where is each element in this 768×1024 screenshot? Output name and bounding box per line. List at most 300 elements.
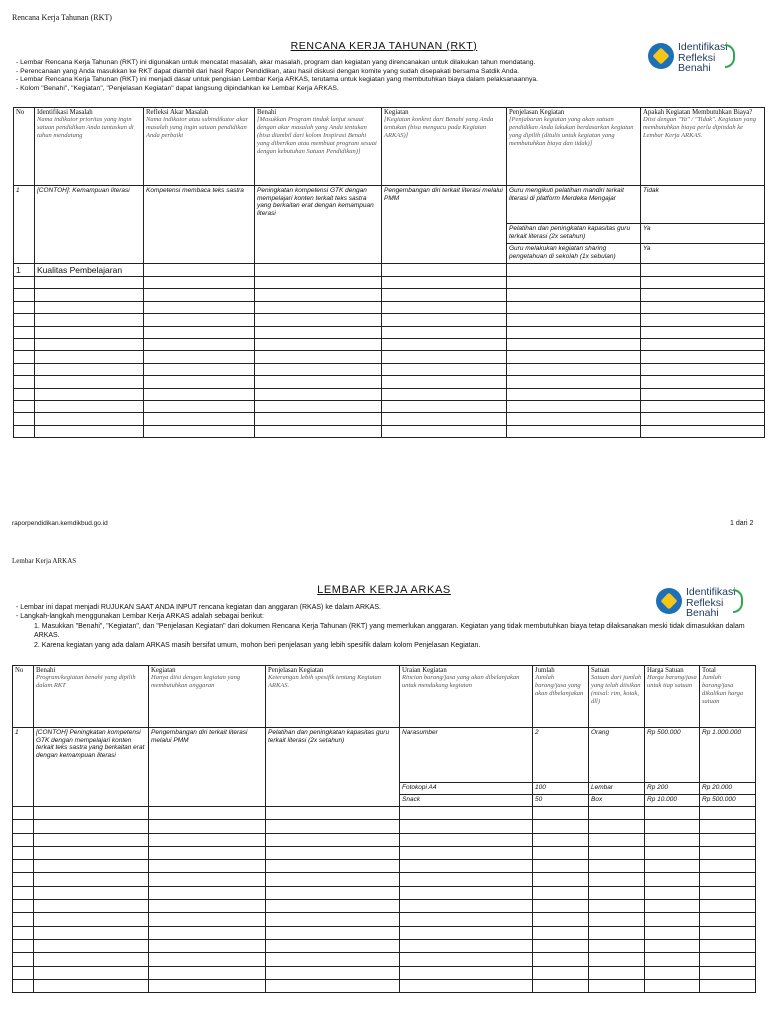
empty-row (14, 326, 765, 338)
empty-cell[interactable] (144, 413, 255, 425)
empty-cell[interactable] (645, 913, 700, 926)
cell-biaya[interactable]: Ya (641, 224, 765, 244)
empty-cell[interactable] (266, 913, 400, 926)
empty-cell[interactable] (34, 979, 149, 992)
empty-cell[interactable] (255, 264, 382, 277)
header-harga-satuan: Harga Satuan Harga barang/jasa untuk tiap satuan (645, 666, 700, 728)
empty-cell[interactable] (266, 807, 400, 820)
cell-no: 1 (14, 186, 35, 264)
kemdikbud-emblem-icon (648, 43, 674, 69)
empty-cell[interactable] (400, 873, 533, 886)
empty-cell[interactable] (255, 388, 382, 400)
cell-satuan[interactable]: Lembar (589, 783, 645, 795)
empty-row (13, 926, 756, 939)
empty-cell[interactable] (533, 900, 589, 913)
empty-cell[interactable] (266, 846, 400, 859)
header-satuan: Satuan Satuan dari jumlah yang telah diisikan (misal: rim, kotak, dll) (589, 666, 645, 728)
empty-cell[interactable] (144, 400, 255, 412)
empty-cell[interactable] (266, 966, 400, 979)
empty-cell[interactable] (507, 289, 641, 301)
empty-cell[interactable] (34, 900, 149, 913)
cell-jumlah[interactable]: 50 (533, 795, 589, 807)
empty-cell[interactable] (144, 326, 255, 338)
empty-cell[interactable] (700, 953, 756, 966)
empty-cell[interactable] (255, 314, 382, 326)
empty-cell[interactable] (34, 807, 149, 820)
empty-cell[interactable] (149, 873, 266, 886)
empty-cell[interactable] (266, 886, 400, 899)
empty-cell[interactable] (13, 900, 34, 913)
empty-cell[interactable] (533, 886, 589, 899)
empty-cell[interactable] (149, 820, 266, 833)
empty-cell[interactable] (149, 833, 266, 846)
empty-cell[interactable] (14, 425, 35, 437)
empty-cell[interactable] (266, 873, 400, 886)
empty-cell[interactable] (14, 351, 35, 363)
empty-cell[interactable] (641, 351, 765, 363)
empty-cell[interactable] (149, 900, 266, 913)
empty-cell[interactable] (645, 807, 700, 820)
empty-cell[interactable] (14, 363, 35, 375)
empty-cell[interactable] (149, 886, 266, 899)
empty-cell[interactable] (35, 338, 144, 350)
empty-cell[interactable] (641, 314, 765, 326)
empty-cell[interactable] (266, 833, 400, 846)
cell-uraian[interactable]: Snack (400, 795, 533, 807)
empty-cell[interactable] (14, 338, 35, 350)
empty-cell[interactable] (144, 363, 255, 375)
empty-cell[interactable] (255, 338, 382, 350)
empty-cell[interactable] (507, 388, 641, 400)
arkas-note: - Lembar ini dapat menjadi RUJUKAN SAAT ANDA INPUT rencana kegiatan dan anggaran (RKAS) ke dalam ARKAS. (16, 604, 381, 611)
empty-cell[interactable] (645, 833, 700, 846)
empty-cell[interactable] (400, 913, 533, 926)
empty-cell[interactable] (382, 363, 507, 375)
cell-jumlah[interactable]: 100 (533, 783, 589, 795)
cell-harga[interactable]: Rp 200 (645, 783, 700, 795)
empty-cell[interactable] (34, 833, 149, 846)
empty-cell[interactable] (533, 939, 589, 952)
cell-akar[interactable]: Kompetensi membaca teks sastra (144, 186, 255, 264)
empty-cell[interactable] (34, 820, 149, 833)
header-kegiatan: Kegiatan Hanya diisi dengan kegiatan yang membutuhkan anggaran (149, 666, 266, 728)
empty-row (13, 873, 756, 886)
empty-cell[interactable] (589, 913, 645, 926)
empty-cell[interactable] (34, 926, 149, 939)
empty-cell[interactable] (149, 846, 266, 859)
empty-cell[interactable] (255, 326, 382, 338)
empty-cell[interactable] (149, 913, 266, 926)
empty-cell[interactable] (645, 953, 700, 966)
empty-cell[interactable] (533, 979, 589, 992)
cell-uraian[interactable]: Fotokopi A4 (400, 783, 533, 795)
empty-row (13, 820, 756, 833)
empty-cell[interactable] (382, 289, 507, 301)
logo-word-refleksi: Refleksi (678, 51, 716, 64)
empty-cell[interactable] (14, 388, 35, 400)
empty-cell[interactable] (400, 926, 533, 939)
logo-word-refleksi: Refleksi (686, 596, 724, 609)
cell-penjelasan[interactable]: Guru melakukan kegiatan sharing pengetahuan di sekolah (1x sebulan) (507, 244, 641, 264)
empty-cell[interactable] (13, 913, 34, 926)
empty-cell[interactable] (533, 926, 589, 939)
cell-penjelasan[interactable]: Pelatihan dan peningkatan kapasitas guru terkait literasi (2x setahun) (507, 224, 641, 244)
empty-cell[interactable] (400, 807, 533, 820)
header-identifikasi-masalah: Identifikasi Masalah Nama indikator prioritas yang ingin satuan pendidikan Anda tuntaskan di tahun mendatang (35, 108, 144, 186)
empty-cell[interactable] (641, 277, 765, 289)
cell-uraian[interactable]: Narasumber (400, 728, 533, 783)
empty-cell[interactable] (144, 376, 255, 388)
empty-cell[interactable] (507, 400, 641, 412)
empty-cell[interactable] (641, 338, 765, 350)
empty-cell[interactable] (533, 833, 589, 846)
empty-cell[interactable] (35, 363, 144, 375)
empty-cell[interactable] (13, 966, 34, 979)
empty-cell[interactable] (255, 301, 382, 313)
empty-cell[interactable] (382, 376, 507, 388)
empty-cell[interactable] (645, 846, 700, 859)
empty-cell[interactable] (34, 873, 149, 886)
empty-cell[interactable] (641, 400, 765, 412)
cell-no: 1 (13, 728, 34, 807)
empty-cell[interactable] (700, 939, 756, 952)
cell-harga[interactable]: Rp 500.000 (645, 728, 700, 783)
empty-cell[interactable] (507, 425, 641, 437)
empty-cell[interactable] (34, 886, 149, 899)
arkas-step: 2. Karena kegiatan yang ada dalam ARKAS masih bersifat umum, mohon beri penjelasan yang lebih spesifik dalam kolom Penjelasan Kegiatan. (34, 641, 481, 649)
table-row (13, 728, 756, 783)
empty-cell[interactable] (144, 425, 255, 437)
empty-cell[interactable] (14, 413, 35, 425)
empty-row (13, 979, 756, 992)
empty-cell[interactable] (266, 860, 400, 873)
empty-cell[interactable] (34, 953, 149, 966)
empty-cell[interactable] (149, 807, 266, 820)
table-row (14, 186, 765, 224)
empty-cell[interactable] (34, 966, 149, 979)
empty-cell[interactable] (13, 833, 34, 846)
cell-benahi[interactable]: [CONTOH] Peningkatan kompetensi GTK dengan mempelajari konten terkait teks sastra yang berkaitan erat dengan kemampuan literasi (34, 728, 149, 807)
empty-cell[interactable] (645, 860, 700, 873)
empty-cell[interactable] (34, 846, 149, 859)
logo-word-identifikasi: Identifikasi (678, 41, 728, 53)
cell-benahi[interactable]: Peningkatan kompetensi GTK dengan mempelajari konten terkait teks sastra yang berkaitan erat dengan kemampuan literasi (255, 186, 382, 264)
empty-cell[interactable] (34, 860, 149, 873)
empty-cell[interactable] (645, 939, 700, 952)
empty-cell[interactable] (382, 351, 507, 363)
empty-cell[interactable] (149, 966, 266, 979)
empty-cell[interactable] (507, 338, 641, 350)
empty-cell[interactable] (382, 400, 507, 412)
empty-cell[interactable] (35, 314, 144, 326)
empty-cell[interactable] (35, 376, 144, 388)
empty-cell[interactable] (589, 966, 645, 979)
empty-cell[interactable] (589, 953, 645, 966)
empty-cell[interactable] (14, 314, 35, 326)
empty-cell[interactable] (255, 289, 382, 301)
empty-cell[interactable] (589, 939, 645, 952)
empty-cell[interactable] (382, 277, 507, 289)
empty-cell[interactable] (255, 277, 382, 289)
empty-cell[interactable] (382, 338, 507, 350)
empty-cell[interactable] (144, 277, 255, 289)
empty-cell[interactable] (13, 846, 34, 859)
cell-total[interactable]: Rp 1.000.000 (700, 728, 756, 783)
empty-cell[interactable] (589, 820, 645, 833)
empty-cell[interactable] (641, 413, 765, 425)
empty-cell[interactable] (507, 363, 641, 375)
cell-masalah[interactable]: Kualitas Pembelajaran (35, 264, 144, 277)
cell-penjelasan[interactable]: Guru mengikuti pelatihan mandiri terkait literasi di platform Merdeka Mengajar (507, 186, 641, 224)
empty-row (14, 351, 765, 363)
empty-cell[interactable] (382, 301, 507, 313)
empty-cell[interactable] (149, 939, 266, 952)
document-header: Lembar Kerja ARKAS (12, 557, 77, 565)
empty-cell[interactable] (700, 979, 756, 992)
empty-cell[interactable] (645, 873, 700, 886)
empty-cell[interactable] (382, 413, 507, 425)
empty-cell[interactable] (14, 326, 35, 338)
empty-cell[interactable] (589, 873, 645, 886)
empty-cell[interactable] (13, 939, 34, 952)
empty-cell[interactable] (144, 301, 255, 313)
empty-cell[interactable] (645, 820, 700, 833)
empty-cell[interactable] (533, 873, 589, 886)
empty-cell[interactable] (507, 277, 641, 289)
empty-cell[interactable] (13, 953, 34, 966)
empty-cell[interactable] (266, 953, 400, 966)
empty-cell[interactable] (255, 363, 382, 375)
header-kegiatan: Kegiatan [Kegiatan konkret dari Benahi yang Anda tentukan (bisa mengacu pada Kegiatan ARKAS)] (382, 108, 507, 186)
empty-cell[interactable] (400, 846, 533, 859)
empty-row (13, 939, 756, 952)
empty-cell[interactable] (533, 953, 589, 966)
empty-cell[interactable] (35, 277, 144, 289)
empty-cell[interactable] (700, 833, 756, 846)
cell-satuan[interactable]: Orang (589, 728, 645, 783)
empty-cell[interactable] (400, 939, 533, 952)
empty-cell[interactable] (144, 351, 255, 363)
empty-cell[interactable] (533, 820, 589, 833)
empty-cell[interactable] (645, 900, 700, 913)
cell-penjelasan[interactable]: Pelatihan dan peningkatan kapasitas guru terkait literasi (2x setahun) (266, 728, 400, 807)
empty-cell[interactable] (400, 820, 533, 833)
empty-cell[interactable] (144, 264, 255, 277)
empty-cell[interactable] (589, 926, 645, 939)
empty-cell[interactable] (382, 388, 507, 400)
empty-cell[interactable] (533, 807, 589, 820)
empty-cell[interactable] (13, 820, 34, 833)
empty-cell[interactable] (589, 886, 645, 899)
arkas-instructions (16, 603, 756, 650)
empty-row (14, 363, 765, 375)
empty-cell[interactable] (35, 289, 144, 301)
empty-cell[interactable] (700, 926, 756, 939)
empty-cell[interactable] (400, 979, 533, 992)
empty-row (14, 338, 765, 350)
empty-cell[interactable] (507, 326, 641, 338)
logo-word-benahi: Benahi (678, 62, 711, 74)
empty-cell[interactable] (266, 939, 400, 952)
logo-word-identifikasi: Identifikasi (686, 586, 736, 598)
empty-row (13, 860, 756, 873)
rkt-note: - Lembar Rencana Kerja Tahunan (RKT) ini digunakan untuk mencatat masalah, akar masalah, program dan kegiatan yang direncanakan untuk dilakukan tahun mendatang. (16, 59, 536, 66)
empty-cell[interactable] (641, 264, 765, 277)
empty-cell[interactable] (400, 886, 533, 899)
empty-cell[interactable] (382, 425, 507, 437)
cell-total[interactable]: Rp 500.000 (700, 795, 756, 807)
empty-cell[interactable] (144, 289, 255, 301)
logo-identifikasi-refleksi-benahi (646, 40, 736, 80)
rkt-instructions (16, 59, 636, 93)
empty-cell[interactable] (149, 953, 266, 966)
empty-cell[interactable] (641, 301, 765, 313)
empty-cell[interactable] (149, 926, 266, 939)
empty-cell[interactable] (641, 289, 765, 301)
empty-cell[interactable] (149, 979, 266, 992)
cell-biaya[interactable]: Ya (641, 244, 765, 264)
cell-masalah[interactable]: [CONTOH]: Kemampuan literasi (35, 186, 144, 264)
empty-row (13, 846, 756, 859)
footer-url: raporpendidikan.kemdikbud.go.id (12, 520, 108, 527)
cell-harga[interactable]: Rp 10.000 (645, 795, 700, 807)
empty-cell[interactable] (266, 926, 400, 939)
empty-cell[interactable] (266, 979, 400, 992)
empty-cell[interactable] (641, 363, 765, 375)
empty-cell[interactable] (645, 886, 700, 899)
empty-cell[interactable] (589, 807, 645, 820)
header-uraian-kegiatan: Uraian Kegiatan Rincian barang/jasa yang akan dibelanjakan untuk mendukung kegiatan (400, 666, 533, 728)
empty-row (14, 413, 765, 425)
empty-cell[interactable] (533, 846, 589, 859)
empty-cell[interactable] (589, 833, 645, 846)
empty-cell[interactable] (13, 926, 34, 939)
empty-cell[interactable] (645, 926, 700, 939)
empty-cell[interactable] (507, 301, 641, 313)
empty-cell[interactable] (400, 900, 533, 913)
empty-cell[interactable] (255, 413, 382, 425)
empty-cell[interactable] (507, 351, 641, 363)
empty-cell[interactable] (13, 886, 34, 899)
empty-cell[interactable] (34, 939, 149, 952)
empty-cell[interactable] (641, 326, 765, 338)
empty-cell[interactable] (700, 860, 756, 873)
empty-cell[interactable] (266, 820, 400, 833)
cell-kegiatan[interactable]: Pengembangan diri terkait literasi melalui PMM (149, 728, 266, 807)
empty-cell[interactable] (507, 413, 641, 425)
empty-cell[interactable] (700, 820, 756, 833)
empty-cell[interactable] (255, 351, 382, 363)
empty-cell[interactable] (255, 425, 382, 437)
empty-cell[interactable] (400, 833, 533, 846)
empty-cell[interactable] (255, 376, 382, 388)
empty-cell[interactable] (13, 873, 34, 886)
empty-cell[interactable] (641, 376, 765, 388)
empty-cell[interactable] (382, 264, 507, 277)
arkas-note: - Langkah-langkah menggunakan Lembar Kerja ARKAS adalah sebagai berikut: (16, 613, 264, 621)
empty-cell[interactable] (700, 886, 756, 899)
rkt-note: - Kolom "Benahi", "Kegiatan", "Penjelasan Kegiatan" dapat langsung dipindahkan ke Lembar Kerja ARKAS. (16, 84, 339, 92)
empty-cell[interactable] (700, 846, 756, 859)
empty-cell[interactable] (35, 388, 144, 400)
empty-cell[interactable] (34, 913, 149, 926)
cell-jumlah[interactable]: 2 (533, 728, 589, 783)
empty-cell[interactable] (700, 966, 756, 979)
empty-cell[interactable] (14, 277, 35, 289)
empty-cell[interactable] (400, 860, 533, 873)
empty-cell[interactable] (533, 860, 589, 873)
empty-cell[interactable] (35, 326, 144, 338)
rkt-table (13, 107, 765, 438)
empty-cell[interactable] (700, 900, 756, 913)
empty-cell[interactable] (35, 301, 144, 313)
empty-cell[interactable] (645, 966, 700, 979)
empty-row (14, 277, 765, 289)
empty-cell[interactable] (382, 326, 507, 338)
empty-cell[interactable] (144, 338, 255, 350)
empty-cell[interactable] (144, 314, 255, 326)
rkt-title: RENCANA KERJA TAHUNAN (RKT) (290, 40, 478, 52)
empty-cell[interactable] (641, 425, 765, 437)
empty-cell[interactable] (641, 388, 765, 400)
empty-cell[interactable] (589, 860, 645, 873)
empty-row (13, 833, 756, 846)
empty-row (13, 886, 756, 899)
empty-cell[interactable] (255, 400, 382, 412)
document-header: Rencana Kerja Tahunan (RKT) (12, 13, 112, 22)
empty-cell[interactable] (13, 979, 34, 992)
empty-cell[interactable] (14, 289, 35, 301)
logo-word-benahi: Benahi (686, 607, 719, 619)
empty-cell[interactable] (144, 388, 255, 400)
header-refleksi-akar-masalah: Refleksi Akar Masalah Nama indikator atau subindikator akar masalah yang ingin satuan pendidikan Anda perbaiki (144, 108, 255, 186)
empty-cell[interactable] (13, 860, 34, 873)
empty-cell[interactable] (400, 966, 533, 979)
empty-cell[interactable] (589, 846, 645, 859)
cell-biaya[interactable]: Tidak (641, 186, 765, 224)
empty-cell[interactable] (700, 807, 756, 820)
cell-no: 1 (14, 264, 35, 277)
empty-cell[interactable] (533, 913, 589, 926)
empty-cell[interactable] (382, 314, 507, 326)
empty-cell[interactable] (700, 873, 756, 886)
empty-cell[interactable] (35, 351, 144, 363)
arkas-table (12, 665, 756, 993)
empty-cell[interactable] (589, 900, 645, 913)
empty-cell[interactable] (13, 807, 34, 820)
empty-cell[interactable] (14, 301, 35, 313)
header-no: No (14, 108, 35, 186)
empty-cell[interactable] (507, 264, 641, 277)
empty-cell[interactable] (645, 979, 700, 992)
empty-cell[interactable] (266, 900, 400, 913)
empty-cell[interactable] (14, 400, 35, 412)
empty-cell[interactable] (589, 979, 645, 992)
empty-cell[interactable] (149, 860, 266, 873)
empty-cell[interactable] (35, 400, 144, 412)
empty-cell[interactable] (507, 314, 641, 326)
empty-cell[interactable] (35, 413, 144, 425)
cell-satuan[interactable]: Box (589, 795, 645, 807)
empty-cell[interactable] (14, 376, 35, 388)
empty-cell[interactable] (400, 953, 533, 966)
empty-cell[interactable] (700, 913, 756, 926)
empty-cell[interactable] (507, 376, 641, 388)
cell-total[interactable]: Rp 20.000 (700, 783, 756, 795)
empty-cell[interactable] (35, 425, 144, 437)
cell-kegiatan[interactable]: Pengembangan diri terkait literasi melalui PMM (382, 186, 507, 264)
empty-cell[interactable] (533, 966, 589, 979)
